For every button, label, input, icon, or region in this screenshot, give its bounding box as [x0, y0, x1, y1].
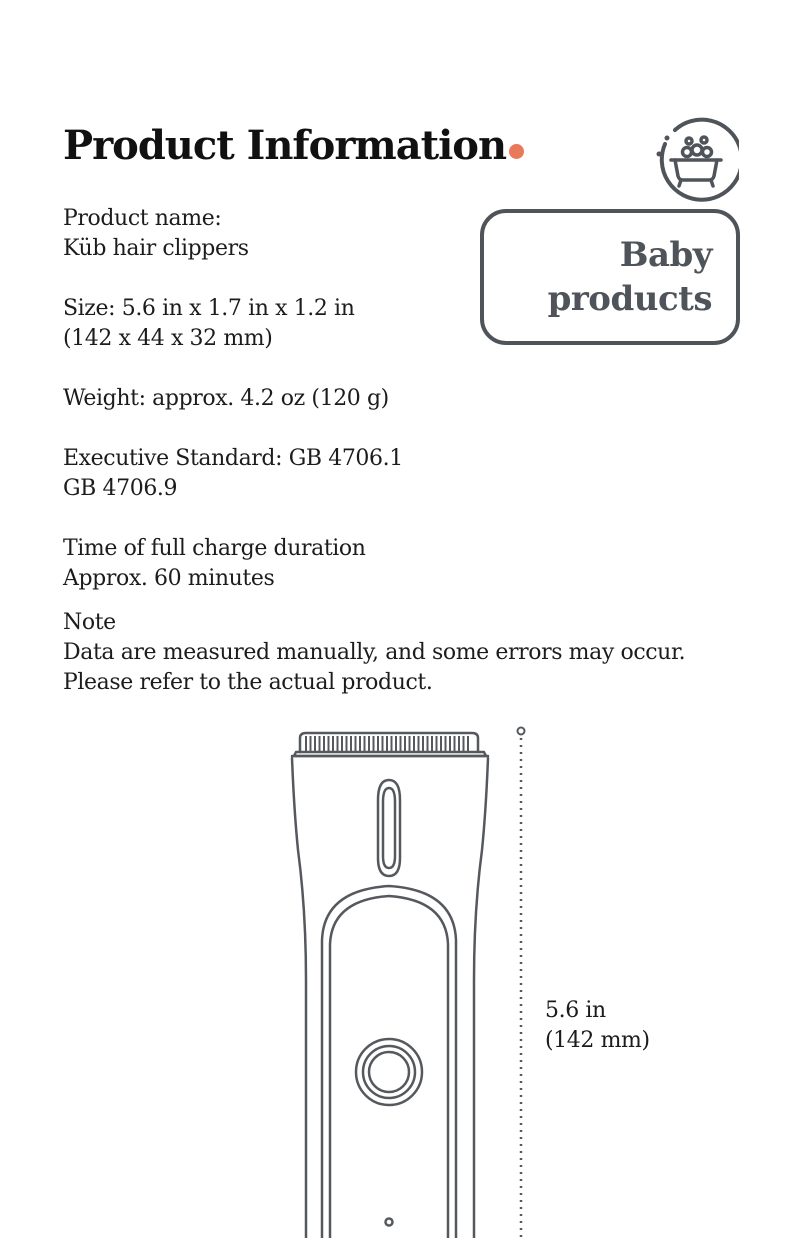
size-block — [63, 294, 763, 354]
dimension-inches: 5.6 in — [545, 998, 606, 1023]
power-button-outer — [356, 1039, 422, 1105]
charge-label: Time of full charge duration — [63, 536, 366, 561]
hair-clipper-drawing — [0, 700, 800, 1238]
clipper-front-panel — [322, 886, 456, 1238]
size-line-2: (142 x 44 x 32 mm) — [63, 326, 273, 351]
standard-block — [63, 444, 763, 504]
note-line-2: Please refer to the actual product. — [63, 670, 433, 695]
clipper-slot — [378, 780, 400, 876]
note-label: Note — [63, 610, 116, 635]
charge-block — [63, 534, 763, 594]
product-name-label: Product name: — [63, 206, 222, 231]
weight-block — [63, 384, 763, 414]
badge-line-1: Baby — [619, 235, 712, 275]
page-title-text: Product Information — [63, 122, 507, 169]
dimension-label — [545, 996, 650, 1056]
clipper-blade — [300, 733, 478, 752]
clipper-blade-teeth — [306, 736, 468, 752]
baby-bath-icon — [653, 116, 739, 202]
badge-line-2: products — [547, 279, 712, 319]
dimension-mm: (142 mm) — [545, 1028, 650, 1053]
title-accent-dot — [509, 144, 524, 159]
standard-line-1: Executive Standard: GB 4706.1 — [63, 446, 403, 471]
indicator-light — [386, 1219, 393, 1226]
weight-text: Weight: approx. 4.2 oz (120 g) — [63, 386, 389, 411]
note-line-1: Data are measured manually, and some errors may occur. — [63, 640, 686, 665]
product-name-block — [63, 204, 763, 264]
product-info-section — [63, 204, 763, 728]
page-title — [63, 122, 524, 169]
size-line-1: Size: 5.6 in x 1.7 in x 1.2 in — [63, 296, 355, 321]
dimension-line — [518, 728, 525, 1238]
charge-value: Approx. 60 minutes — [63, 566, 275, 591]
product-name-value: Küb hair clippers — [63, 236, 249, 261]
standard-line-2: GB 4706.9 — [63, 476, 178, 501]
note-block — [63, 608, 763, 698]
